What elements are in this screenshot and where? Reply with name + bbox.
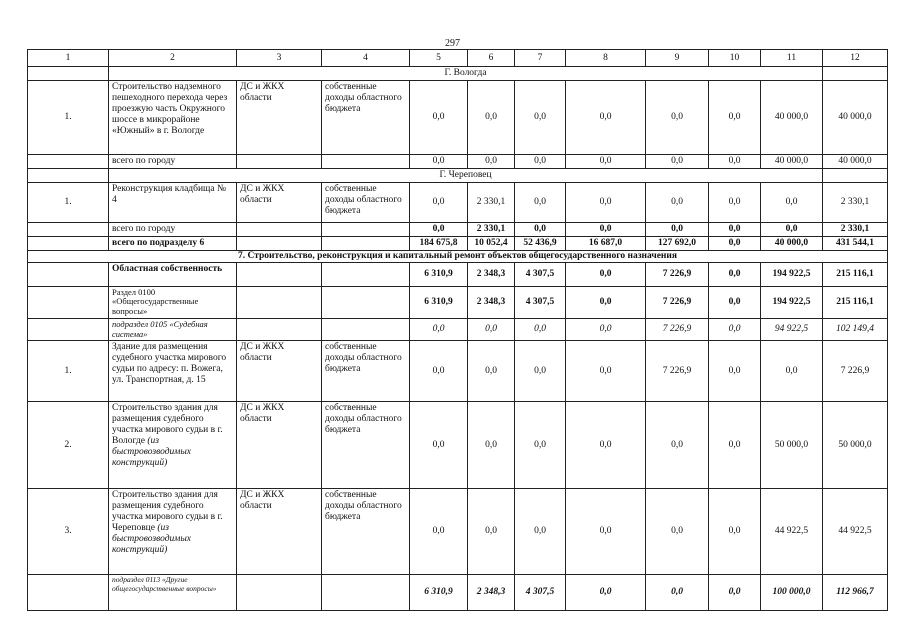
table-row — [28, 80, 888, 154]
value-cell: 127 692,0 — [646, 236, 709, 250]
value-cell: 0,0 — [566, 341, 646, 402]
empty-cell — [237, 262, 322, 286]
empty-cell — [28, 262, 109, 286]
customer-name: ДС и ЖКХ области — [237, 489, 322, 575]
customer-name: ДС и ЖКХ области — [237, 341, 322, 402]
value-cell: 0,0 — [646, 222, 709, 236]
row-number: 1. — [28, 182, 109, 222]
header-cell: 4 — [322, 50, 410, 67]
value-cell: 6 310,9 — [410, 262, 468, 286]
value-cell: 16 687,0 — [566, 236, 646, 250]
value-cell: 4 307,5 — [515, 575, 566, 611]
empty-cell — [28, 67, 109, 81]
value-cell: 0,0 — [646, 402, 709, 489]
funding-source: собственные доходы областного бюджета — [322, 489, 410, 575]
header-cell: 12 — [823, 50, 888, 67]
value-cell: 0,0 — [566, 402, 646, 489]
funding-source: собственные доходы областного бюджета — [322, 341, 410, 402]
value-cell: 0,0 — [761, 341, 823, 402]
object-name — [109, 489, 237, 575]
customer-name: ДС и ЖКХ области — [237, 182, 322, 222]
value-cell: 112 966,7 — [823, 575, 888, 611]
empty-cell — [28, 318, 109, 341]
value-cell: 2 330,1 — [823, 182, 888, 222]
value-cell: 184 675,8 — [410, 236, 468, 250]
value-cell: 50 000,0 — [761, 402, 823, 489]
value-cell: 100 000,0 — [761, 575, 823, 611]
value-cell: 0,0 — [646, 182, 709, 222]
value-cell: 50 000,0 — [823, 402, 888, 489]
object-name: Здание для размещения судебного участка мирового судьи по адресу: п. Вожега, ул. Транспортная, д. 15 — [109, 341, 237, 402]
value-cell: 0,0 — [709, 318, 761, 341]
value-cell: 0,0 — [515, 402, 566, 489]
value-cell: 194 922,5 — [761, 286, 823, 318]
value-cell: 194 922,5 — [761, 262, 823, 286]
value-cell: 7 226,9 — [646, 341, 709, 402]
value-cell: 0,0 — [468, 318, 515, 341]
value-cell: 2 330,1 — [823, 222, 888, 236]
value-cell: 4 307,5 — [515, 286, 566, 318]
value-cell: 44 922,5 — [761, 489, 823, 575]
object-name — [109, 402, 237, 489]
value-cell: 0,0 — [410, 80, 468, 154]
value-cell: 2 330,1 — [468, 222, 515, 236]
value-cell: 0,0 — [709, 154, 761, 168]
value-cell: 0,0 — [515, 318, 566, 341]
table-row — [28, 341, 888, 402]
object-name-text: Строительство здания для размещения судебного участка мирового судьи в г. Вологде — [112, 403, 223, 447]
value-cell: 7 226,9 — [646, 286, 709, 318]
value-cell: 2 348,3 — [468, 262, 515, 286]
value-cell: 0,0 — [410, 402, 468, 489]
row-label: Областная собственность — [109, 262, 237, 286]
section-row — [28, 250, 888, 262]
value-cell: 7 226,9 — [646, 262, 709, 286]
empty-cell — [28, 154, 109, 168]
object-name-note: (из быстровозводимых конструкций) — [112, 436, 192, 468]
value-cell: 0,0 — [566, 262, 646, 286]
value-cell: 0,0 — [566, 154, 646, 168]
value-cell: 0,0 — [709, 286, 761, 318]
empty-cell — [322, 286, 410, 318]
group-row — [28, 575, 888, 611]
empty-cell — [28, 236, 109, 250]
value-cell: 0,0 — [468, 154, 515, 168]
value-cell: 0,0 — [709, 575, 761, 611]
value-cell: 2 348,3 — [468, 286, 515, 318]
value-cell: 6 310,9 — [410, 286, 468, 318]
value-cell: 0,0 — [410, 154, 468, 168]
row-number: 2. — [28, 402, 109, 489]
value-cell: 2 330,1 — [468, 182, 515, 222]
row-label: подраздел 0105 «Судебная система» — [109, 318, 237, 341]
value-cell: 0,0 — [515, 489, 566, 575]
value-cell: 0,0 — [709, 341, 761, 402]
object-name-text: Строительство здания для размещения судебного участка мирового судьи в г. Череповце — [112, 490, 223, 534]
header-cell: 11 — [761, 50, 823, 67]
row-label: всего по городу — [109, 222, 237, 236]
object-name: Реконструкция кладбища № 4 — [109, 182, 237, 222]
header-cell: 2 — [109, 50, 237, 67]
value-cell: 0,0 — [515, 341, 566, 402]
budget-table — [27, 49, 888, 611]
value-cell: 0,0 — [709, 489, 761, 575]
value-cell: 215 116,1 — [823, 262, 888, 286]
header-cell: 3 — [237, 50, 322, 67]
city-row — [28, 168, 888, 182]
value-cell: 40 000,0 — [823, 154, 888, 168]
value-cell: 0,0 — [646, 575, 709, 611]
value-cell: 0,0 — [468, 80, 515, 154]
row-label: всего по подразделу 6 — [109, 236, 237, 250]
group-row — [28, 286, 888, 318]
value-cell: 0,0 — [410, 182, 468, 222]
value-cell: 52 436,9 — [515, 236, 566, 250]
value-cell: 431 544,1 — [823, 236, 888, 250]
value-cell: 0,0 — [646, 489, 709, 575]
total-row — [28, 236, 888, 250]
value-cell: 0,0 — [515, 154, 566, 168]
city-label: Г. Череповец — [109, 168, 823, 182]
empty-cell — [237, 318, 322, 341]
value-cell: 0,0 — [468, 341, 515, 402]
group-row — [28, 318, 888, 341]
value-cell: 0,0 — [410, 318, 468, 341]
empty-cell — [322, 575, 410, 611]
row-number: 1. — [28, 341, 109, 402]
table-row — [28, 182, 888, 222]
value-cell: 0,0 — [410, 489, 468, 575]
table-row — [28, 402, 888, 489]
empty-cell — [237, 222, 322, 236]
object-name: Строительство надземного пешеходного перехода через проезжую часть Окружного шоссе в микрорайоне «Южный» в г. Вологде — [109, 80, 237, 154]
empty-cell — [237, 154, 322, 168]
value-cell: 94 922,5 — [761, 318, 823, 341]
customer-name: ДС и ЖКХ области — [237, 80, 322, 154]
empty-cell — [237, 236, 322, 250]
empty-cell — [322, 236, 410, 250]
value-cell: 0,0 — [761, 222, 823, 236]
value-cell: 2 348,3 — [468, 575, 515, 611]
value-cell: 0,0 — [566, 222, 646, 236]
empty-cell — [322, 222, 410, 236]
header-cell: 8 — [566, 50, 646, 67]
city-label: Г. Вологда — [109, 67, 823, 81]
header-cell: 5 — [410, 50, 468, 67]
header-cell: 9 — [646, 50, 709, 67]
value-cell: 0,0 — [515, 182, 566, 222]
value-cell: 0,0 — [468, 402, 515, 489]
subtotal-row — [28, 154, 888, 168]
subtotal-row — [28, 222, 888, 236]
value-cell: 0,0 — [410, 341, 468, 402]
value-cell: 215 116,1 — [823, 286, 888, 318]
value-cell: 40 000,0 — [761, 236, 823, 250]
empty-cell — [322, 154, 410, 168]
header-cell: 7 — [515, 50, 566, 67]
empty-cell — [28, 168, 109, 182]
value-cell: 0,0 — [566, 286, 646, 318]
funding-source: собственные доходы областного бюджета — [322, 80, 410, 154]
row-label: всего по городу — [109, 154, 237, 168]
funding-source: собственные доходы областного бюджета — [322, 402, 410, 489]
value-cell: 0,0 — [566, 182, 646, 222]
row-label: подраздел 0113 «Другие общегосударственные вопросы» — [109, 575, 237, 611]
empty-cell — [237, 286, 322, 318]
header-row — [28, 50, 888, 67]
header-cell: 6 — [468, 50, 515, 67]
object-name-note: (из быстровозводимых конструкций) — [112, 523, 192, 555]
value-cell: 0,0 — [709, 402, 761, 489]
table-row — [28, 489, 888, 575]
empty-cell — [28, 575, 109, 611]
value-cell: 0,0 — [709, 222, 761, 236]
value-cell: 0,0 — [566, 318, 646, 341]
page-number: 297 — [445, 38, 460, 49]
value-cell: 0,0 — [646, 154, 709, 168]
city-row — [28, 67, 888, 81]
empty-cell — [237, 575, 322, 611]
value-cell: 102 149,4 — [823, 318, 888, 341]
value-cell: 40 000,0 — [823, 80, 888, 154]
value-cell: 4 307,5 — [515, 262, 566, 286]
empty-cell — [322, 318, 410, 341]
value-cell: 44 922,5 — [823, 489, 888, 575]
value-cell: 0,0 — [646, 80, 709, 154]
section-title: 7. Строительство, реконструкция и капитальный ремонт объектов общегосударственного назначения — [28, 250, 888, 262]
value-cell: 40 000,0 — [761, 154, 823, 168]
value-cell: 7 226,9 — [646, 318, 709, 341]
value-cell: 10 052,4 — [468, 236, 515, 250]
header-cell: 10 — [709, 50, 761, 67]
value-cell: 7 226,9 — [823, 341, 888, 402]
value-cell: 0,0 — [566, 575, 646, 611]
value-cell: 0,0 — [515, 222, 566, 236]
row-number: 3. — [28, 489, 109, 575]
empty-cell — [28, 222, 109, 236]
value-cell: 0,0 — [468, 489, 515, 575]
value-cell: 0,0 — [515, 80, 566, 154]
value-cell: 0,0 — [566, 80, 646, 154]
value-cell: 0,0 — [709, 182, 761, 222]
funding-source: собственные доходы областного бюджета — [322, 182, 410, 222]
group-row — [28, 262, 888, 286]
empty-cell — [322, 262, 410, 286]
value-cell: 0,0 — [709, 80, 761, 154]
value-cell: 0,0 — [709, 236, 761, 250]
value-cell: 0,0 — [566, 489, 646, 575]
row-number: 1. — [28, 80, 109, 154]
value-cell: 0,0 — [709, 262, 761, 286]
header-cell: 1 — [28, 50, 109, 67]
customer-name: ДС и ЖКХ области — [237, 402, 322, 489]
value-cell: 6 310,9 — [410, 575, 468, 611]
value-cell: 40 000,0 — [761, 80, 823, 154]
row-label: Раздел 0100 «Общегосударственные вопросы» — [109, 286, 237, 318]
empty-cell — [823, 168, 888, 182]
value-cell: 0,0 — [761, 182, 823, 222]
value-cell: 0,0 — [410, 222, 468, 236]
empty-cell — [28, 286, 109, 318]
empty-cell — [823, 67, 888, 81]
